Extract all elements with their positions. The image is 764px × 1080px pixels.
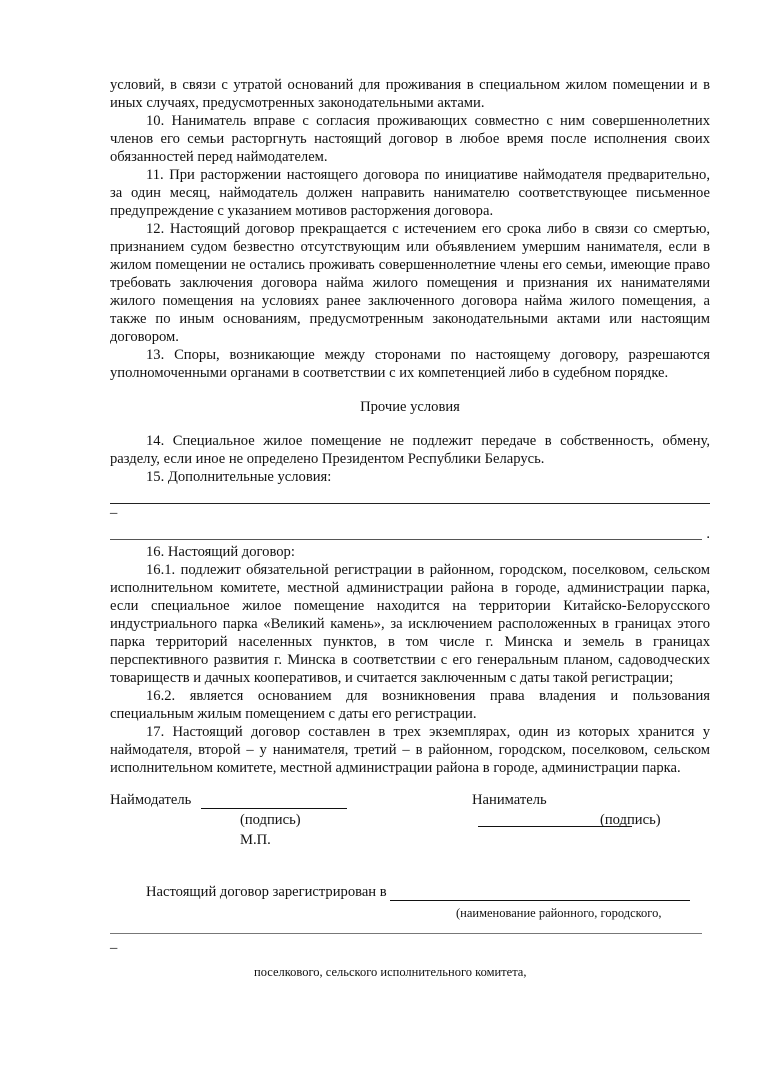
registration-dash: – [110,940,118,956]
document-page [110,76,710,979]
landlord-signature [110,791,347,809]
registration-hint-1: (наименование районного, городского, [456,906,662,920]
registration-fill-line-2 [110,933,702,934]
tenant-signature [472,791,710,827]
registration-fill-line [390,886,690,901]
registration-text: Настоящий договор зарегистрирован в [146,884,387,900]
paragraph-10: 10. Наниматель вправе с согласия проживающих совместно с ним совершеннолетних членов его семьи расторгнуть настоящий договор в любое время после исполнения своих обязанностей перед наймодателем. [110,113,710,165]
additional-conditions-line [110,486,710,504]
registration-line [146,883,690,901]
tenant-label: Наниматель [472,792,547,808]
paragraph-14: 14. Специальное жилое помещение не подлежит передаче в собственность, обмену, разделу, если иное не определено Президентом Республики Беларусь. [110,433,710,467]
seal-mark: М.П. [240,832,271,848]
paragraph-17: 17. Настоящий договор составлен в трех экземплярах, один из которых хранится у наймодателя, второй – у нанимателя, третий – в районном, городском, поселковом, сельском исполнительном комитете, местной администрации района в городе, администрации парка. [110,724,710,776]
additional-conditions-line-2 [110,525,710,543]
paragraph-15: 15. Дополнительные условия: [146,469,332,485]
section-heading-other-conditions: Прочие условия [360,399,460,415]
signature-block [110,791,710,865]
paragraph-16-2: 16.2. является основанием для возникновения права владения и пользования специальным жилым помещением с даты его регистрации. [110,688,710,722]
paragraph-11: 11. При расторжении настоящего договора по инициативе наймодателя предварительно, за один месяц, наймодатель должен направить нанимателю соответствующее письменное предупреждение с указанием мотивов расторжения договора. [110,167,710,219]
landlord-label: Наймодатель [110,792,192,808]
paragraph-12: 12. Настоящий договор прекращается с истечением его срока либо в связи со смертью, признанием судом безвестно отсутствующим или объявлением умершим нанимателя, если в жилом помещении не остались проживать совершеннолетние члены его семьи, имеющие право требовать заключения договора найма жилого помещения и признания их нанимателями жилого помещения на условиях ранее заключенного договора найма жилого помещения, а также по иным основаниям, предусмотренным законодательными актами или настоящим договором. [110,221,710,345]
tenant-signature-hint: (подпись) [600,812,661,828]
paragraph-13: 13. Споры, возникающие между сторонами по настоящему договору, разрешаются уполномоченными органами в соответствии с их компетенцией либо в судебном порядке. [110,347,710,381]
paragraph-16-1: 16.1. подлежит обязательной регистрации в районном, городском, поселковом, сельском исполнительном комитете, местной администрации района в городе, администрации парка, если специальное жилое помещение находится на территории Китайско-Белорусского индустриального парка «Великий камень», за исключением расположенных в границах этого парка территорий населенных пунктов, в том числе г. Минска и земель в границах перспективного развития г. Минска в соответствии с его генеральным планом, садоводческих товариществ и дачных кооперативов, и считается заключенным с даты такой регистрации; [110,562,710,686]
paragraph-9-continuation: условий, в связи с утратой оснований для проживания в специальном жилом помещении и в иных случаях, предусмотренных законодательными актами. [110,77,710,111]
paragraph-16: 16. Настоящий договор: [146,544,295,560]
landlord-signature-hint: (подпись) [240,812,301,828]
registration-block [110,883,710,979]
landlord-signature-line [201,794,347,809]
additional-conditions-dash: – [110,505,118,521]
registration-hint-2: поселкового, сельского исполнительного комитета, [254,965,527,979]
line-period: . [706,526,710,542]
